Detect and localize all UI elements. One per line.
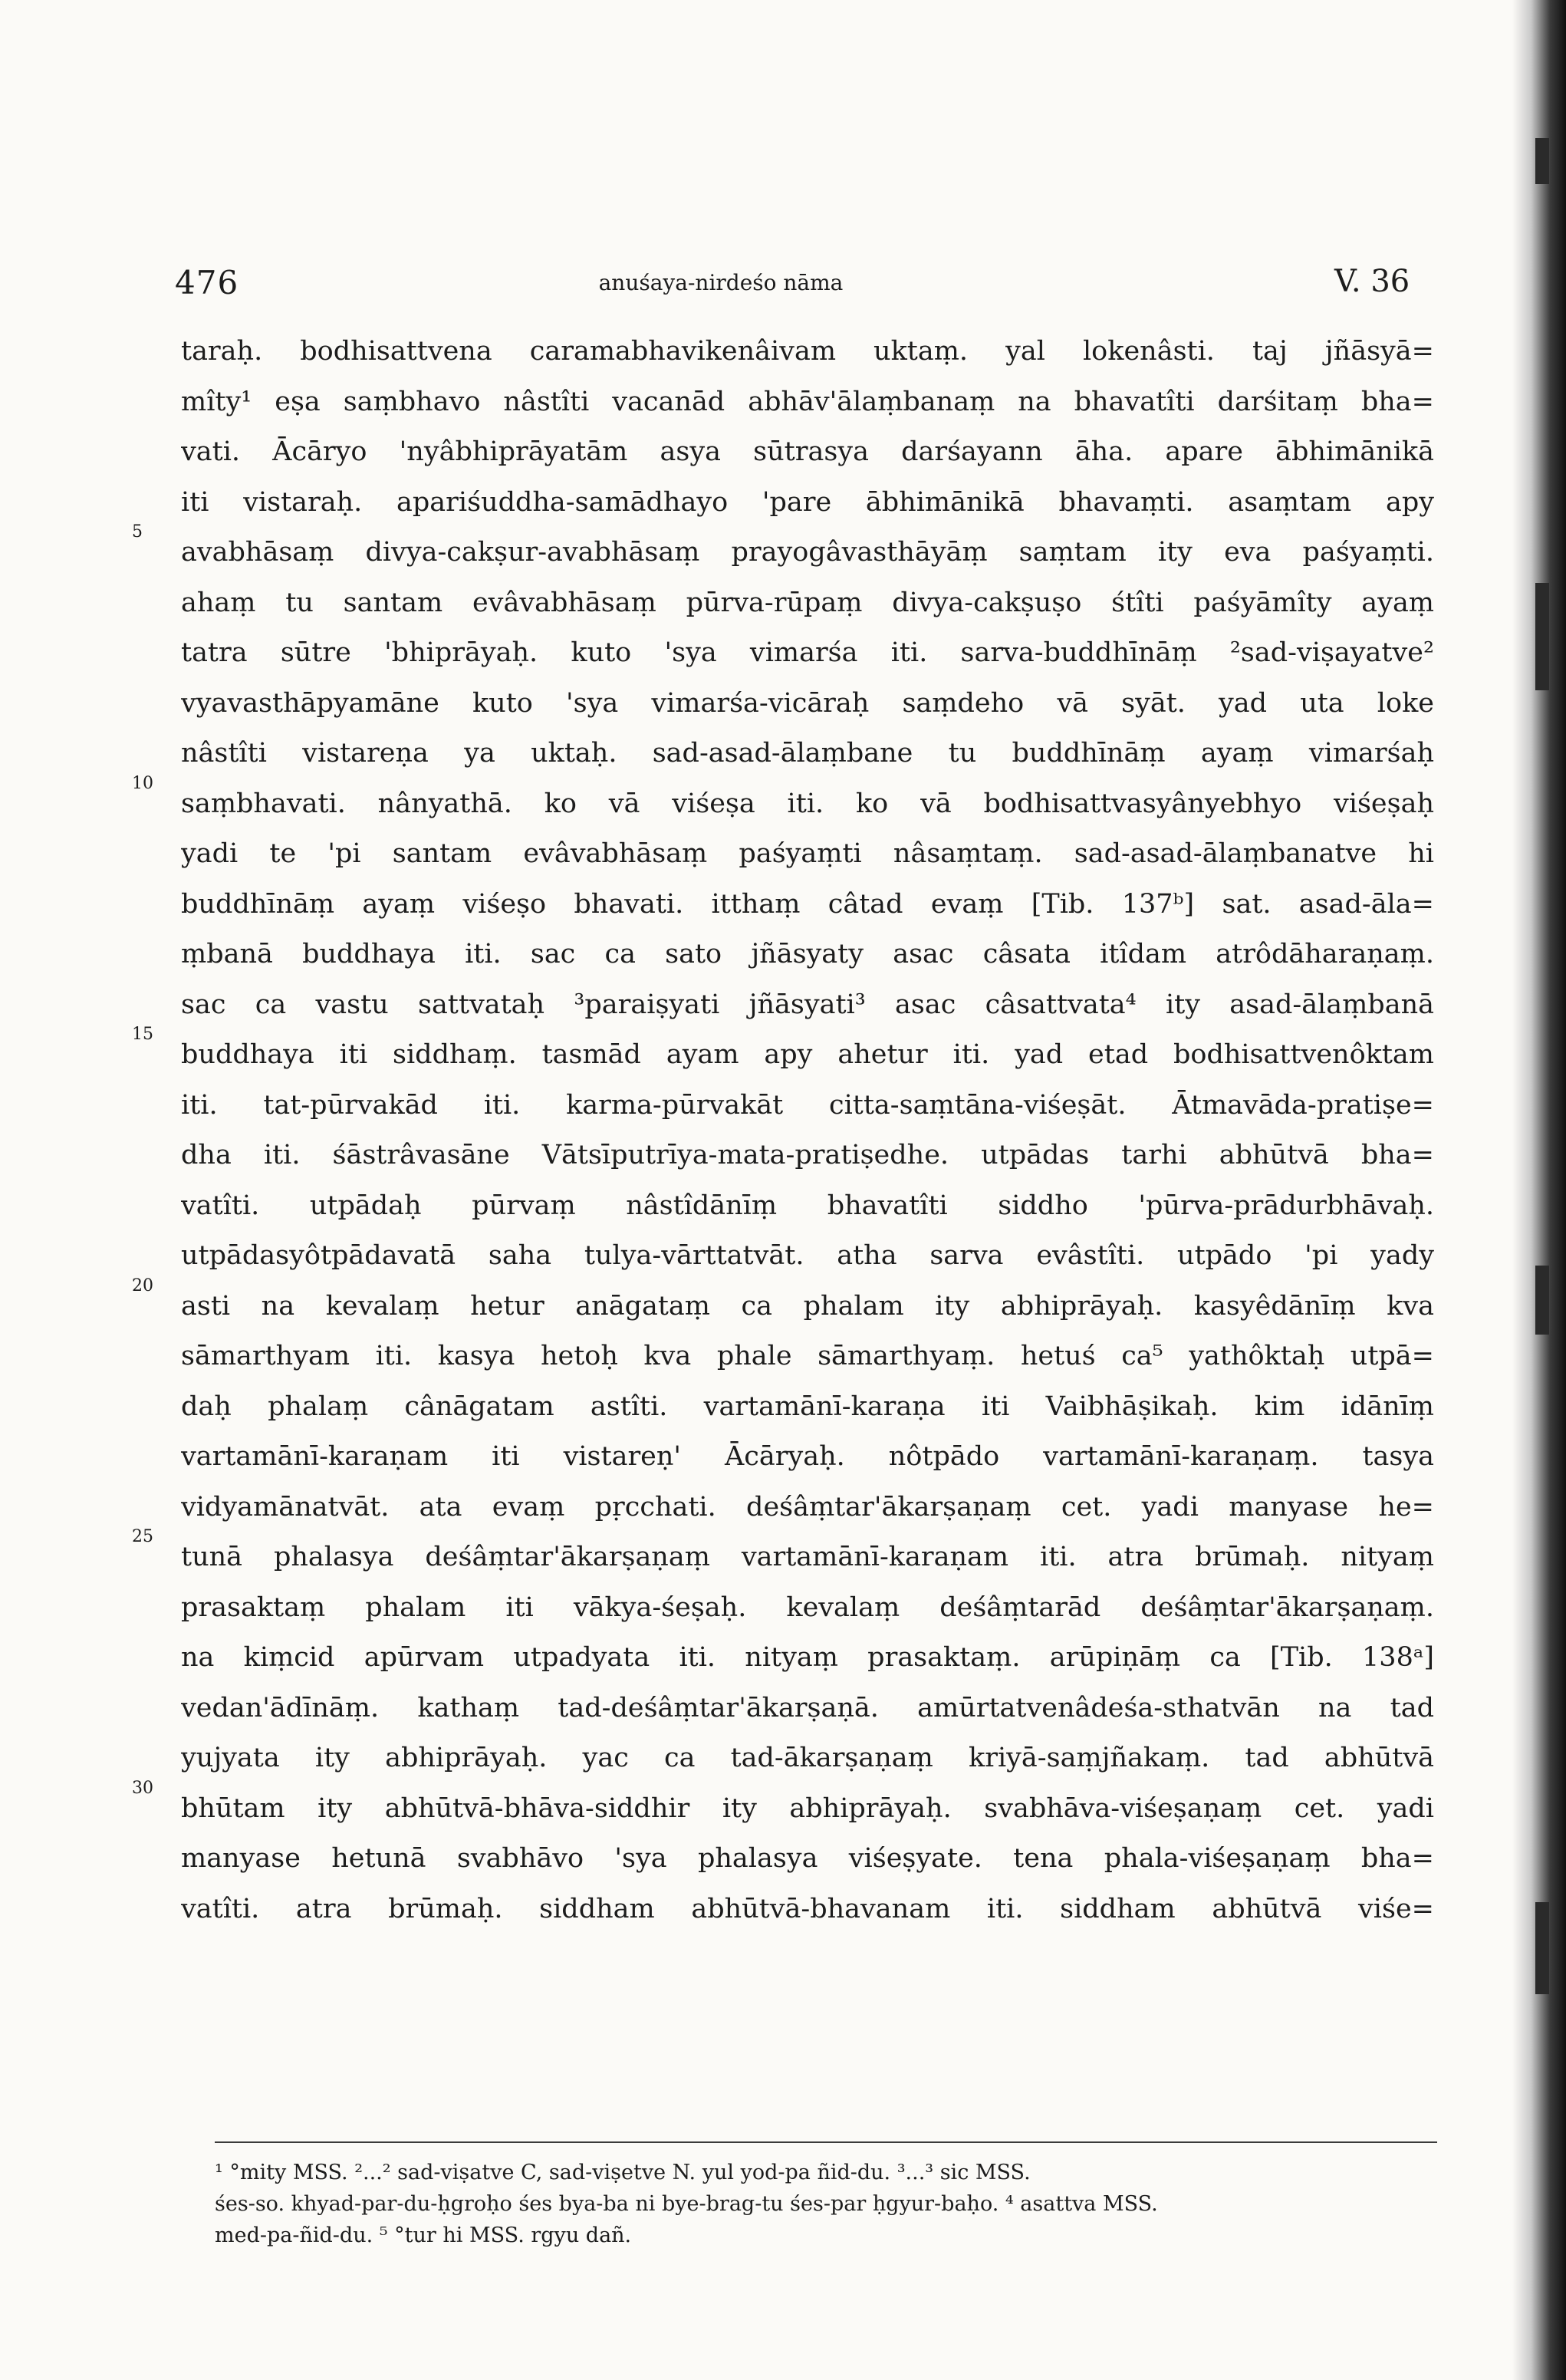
text-line: sāmarthyam iti. kasya hetoḥ kva phale sāmarthyaṃ. hetuś ca⁵ yathôktaḥ utpā= xyxy=(181,1341,1434,1371)
text-line: bhūtam ity abhūtvā-bhāva-siddhir ity abhiprāyaḥ. svabhāva-viśeṣaṇaṃ cet. yadi xyxy=(181,1792,1434,1824)
text-line: nâstîti vistareṇa ya uktaḥ. sad-asad-ālaṃbane tu buddhīnāṃ ayaṃ vimarśaḥ xyxy=(181,738,1434,769)
text-line: avabhāsaṃ divya-cakṣur-avabhāsaṃ prayogâvasthāyāṃ saṃtam ity eva paśyaṃti. xyxy=(181,537,1434,568)
line-number: 10 xyxy=(132,774,153,793)
footnote-rule xyxy=(215,2141,1437,2143)
running-title: anuśaya-nirdeśo nāma xyxy=(598,270,844,295)
text-line: buddhīnāṃ ayaṃ viśeṣo bhavati. itthaṃ câtad evaṃ [Tib. 137ᵇ] sat. asad-āla= xyxy=(181,888,1434,920)
text-line: daḥ phalaṃ cânāgatam astîti. vartamānī-karaṇa iti Vaibhāṣikaḥ. kim idānīṃ xyxy=(181,1391,1434,1422)
text-line: asti na kevalaṃ hetur anāgataṃ ca phalam ity abhiprāyaḥ. kasyêdānīṃ kva xyxy=(181,1290,1434,1322)
text-line: tatra sūtre 'bhiprāyaḥ. kuto 'sya vimarśa iti. sarva-buddhīnāṃ ²sad-viṣayatve² xyxy=(181,637,1434,668)
text-line: yadi te 'pi santam evâvabhāsaṃ paśyaṃti nâsaṃtaṃ. sad-asad-ālaṃbanatve hi xyxy=(181,838,1434,869)
body-text xyxy=(181,327,1434,1934)
footnotes xyxy=(215,2157,1437,2251)
edge-speck xyxy=(1535,1902,1549,1994)
text-line: vedan'ādīnāṃ. kathaṃ tad-deśâṃtar'ākarṣaṇā. amūrtatvenâdeśa-sthatvān na tad xyxy=(181,1692,1434,1723)
footnote-line: ¹ °mity MSS. ²...² sad-viṣatve C, sad-viṣetve N. yul yod-pa ñid-du. ³...³ sic MSS. xyxy=(215,2161,1031,2184)
text-line: saṃbhavati. nânyathā. ko vā viśeṣa iti. ko vā bodhisattvasyânyebhyo viśeṣaḥ xyxy=(181,788,1434,819)
line-number: 25 xyxy=(132,1527,153,1546)
text-line: yujyata ity abhiprāyaḥ. yac ca tad-ākarṣaṇaṃ kriyā-saṃjñakaṃ. tad abhūtvā xyxy=(181,1743,1434,1773)
page-number: 476 xyxy=(175,264,239,301)
text-line: na kiṃcid apūrvam utpadyata iti. nityaṃ prasaktaṃ. arūpiṇāṃ ca [Tib. 138ᵃ] xyxy=(181,1642,1434,1673)
text-line: sac ca vastu sattvataḥ ³paraiṣyati jñāsyati³ asac câsattvata⁴ ity asad-ālaṃbanā xyxy=(181,989,1434,1020)
edge-speck xyxy=(1535,138,1549,184)
edge-speck xyxy=(1535,1266,1549,1335)
page-edge-shadow xyxy=(1512,0,1566,2380)
text-line: vatîti. atra brūmaḥ. siddham abhūtvā-bhavanam iti. siddham abhūtvā viśe= xyxy=(181,1893,1434,1924)
text-line: vyavasthāpyamāne kuto 'sya vimarśa-vicāraḥ saṃdeho vā syāt. yad uta loke xyxy=(181,687,1434,719)
edge-speck xyxy=(1535,583,1549,690)
text-line: utpādasyôtpādavatā saha tulya-vārttatvāt. atha sarva evâstîti. utpādo 'pi yady xyxy=(181,1240,1434,1271)
line-number: 5 xyxy=(132,522,143,542)
line-number: 15 xyxy=(132,1025,153,1044)
footnote-line: śes-so. khyad-par-du-ḥgroḥo śes bya-ba ni bye-brag-tu śes-par ḥgyur-baḥo. ⁴ asattva MSS. xyxy=(215,2192,1158,2216)
line-number: 30 xyxy=(132,1779,153,1798)
text-line: vatîti. utpādaḥ pūrvaṃ nâstîdānīṃ bhavatîti siddho 'pūrva-prādurbhāvaḥ. xyxy=(181,1190,1434,1221)
text-line: iti. tat-pūrvakād iti. karma-pūrvakāt citta-saṃtāna-viśeṣāt. Ātmavāda-pratiṣe= xyxy=(181,1089,1434,1121)
text-line: manyase hetunā svabhāvo 'sya phalasya viśeṣyate. tena phala-viśeṣaṇaṃ bha= xyxy=(181,1843,1434,1874)
text-line: mîty¹ eṣa saṃbhavo nâstîti vacanād abhāv'ālaṃbanaṃ na bhavatîti darśitaṃ bha= xyxy=(181,386,1434,417)
text-line: ṃbanā buddhaya iti. sac ca sato jñāsyaty asac câsata itîdam atrôdāharaṇaṃ. xyxy=(181,939,1434,969)
text-line: vati. Ācāryo 'nyâbhiprāyatām asya sūtrasya darśayann āha. apare ābhimānikā xyxy=(181,436,1434,467)
text-line: iti vistaraḥ. apariśuddha-samādhayo 'pare ābhimānikā bhavaṃti. asaṃtam apy xyxy=(181,486,1434,518)
line-number: 20 xyxy=(132,1276,153,1295)
footnote-line: med-pa-ñid-du. ⁵ °tur hi MSS. rgyu dañ. xyxy=(215,2224,632,2247)
running-header xyxy=(0,264,1566,310)
section-reference: V. 36 xyxy=(1334,264,1410,299)
text-line: prasaktaṃ phalam iti vākya-śeṣaḥ. kevalaṃ deśâṃtarād deśâṃtar'ākarṣaṇaṃ. xyxy=(181,1592,1434,1623)
text-line: buddhaya iti siddhaṃ. tasmād ayam apy ahetur iti. yad etad bodhisattvenôktam xyxy=(181,1039,1434,1070)
text-line: dha iti. śāstrâvasāne Vātsīputrīya-mata-pratiṣedhe. utpādas tarhi abhūtvā bha= xyxy=(181,1140,1434,1170)
text-line: ahaṃ tu santam evâvabhāsaṃ pūrva-rūpaṃ divya-cakṣuṣo śtîti paśyāmîty ayaṃ xyxy=(181,587,1434,618)
text-line: vidyamānatvāt. ata evaṃ pṛcchati. deśâṃtar'ākarṣaṇaṃ cet. yadi manyase he= xyxy=(181,1491,1434,1522)
text-line: tunā phalasya deśâṃtar'ākarṣaṇaṃ vartamānī-karaṇam iti. atra brūmaḥ. nityaṃ xyxy=(181,1542,1434,1572)
text-line: vartamānī-karaṇam iti vistareṇ' Ācāryaḥ. nôtpādo vartamānī-karaṇaṃ. tasya xyxy=(181,1441,1434,1472)
text-line: taraḥ. bodhisattvena caramabhavikenâivam uktaṃ. yal lokenâsti. taj jñāsyā= xyxy=(181,336,1434,367)
